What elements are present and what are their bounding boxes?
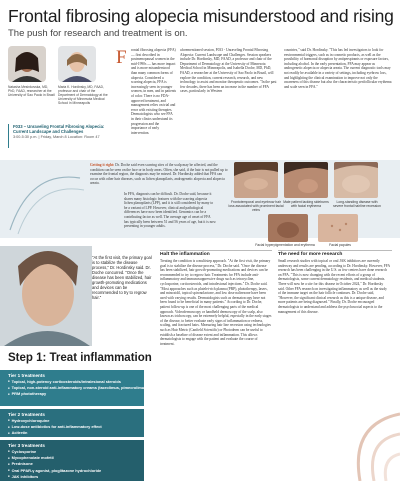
article-col3-text: countries," said Dr. Hordinsky. "This has led investigators to look for environmental triggers, such as in cosmetic products, as well as the possibility of hormonal disruption by antiperspirants or exposure factors, including alcohol. In the early presentation, FFA may appear as androgenetic alopecia or alopecia areata. The current diagnostic tools may not readily be available in a variety of settings, including eyebrow loss, and highlighting the clinical examination to improve not only the awareness of this disease but also the characteristic perifollicular erythema and scale seen in FFA." [284,48,392,89]
column-spacer [116,70,130,156]
figure-2-caption: Male patient lacking sideburns with facial erythema [283,200,329,209]
article-col2-text: aforementioned session, F033 - Unraveling Frontal Fibrosing Alopecia: Current Landscape and Challenges. Session speakers include Dr. Hordinsky, MD, FAAD, a professor and chair of the Department of Dermatology at the University of Minnesota Medical School in Minneapolis, and Isabella Doche, MD, PhD, FAAD, a researcher at the University of Sao Paolo in Brazil, will explore the condition, current research, research, and new technology to assist and monitor therapeutic outcomes. "In the past few decades, there has been an increase in the number of FFA cases, particularly in Western [180,48,277,94]
research-text: Small research studies with topical or oral JAK inhibitors are currently underway and results are pending, according to Dr. Hordinsky. However, FFA research has been challenging in the U.S. as few centers have done research on FFA. "This is now changing with the recent efforts of a group of dermatologists, some current dermatology residents, and medical students. There will now be a site for this disease in October 2024," Dr. Hordinsky said. Other FFA research on investigating inflammatory as well as the study of the immune target on the hair follicle continues. Dr. Doche said, "However, the significant clinical research as this is a unique disease, and more patients are being diagnosed." Finally, Dr. Doche encouraged dermatologists to understand and address the psychosocial aspects to the management of this disease. [278,259,390,314]
halt-body [160,259,272,477]
article-column-1 [131,48,176,156]
tier-1-item: ■ Topical, high-potency corticosteroids/intralesional steroids [8,379,136,385]
author-photo-doche [8,46,46,82]
article-column-3 [284,48,392,158]
drop-cap: F [116,47,127,68]
diagnosis-note-text: In FFA, diagnosis can be difficult. Dr. Doche said, because it shares many histologic features with the scarring alopecia lichen planopilaris (LPP), and it is still considered by many to be a variant of LPP. However, clinical and pathological differences have now been identified. Genomics can be a contributing factor as well. The average age of onset of FFA has typically been between 51 and 56 years of age, but it is now presenting in younger adults. [124,192,216,229]
tier-3-item: ■ JAK inhibitors [8,474,136,480]
tier-1-item: ■ PRM phototherapy [8,391,136,397]
decorative-swirl [330,404,400,481]
article-column-2 [180,48,278,158]
tier-3-item: ■ Mycophenolate mofetil [8,455,136,461]
figure-3-image [334,162,378,198]
tier-2-item: ■ Low-dose antibiotics for anti-inflammatory effect [8,424,136,430]
halt-rule [160,250,272,251]
tier-2-box [0,409,144,437]
figure-1-caption: Frontotemporal and eyebrow hair loss associated with prominent facial veins [228,200,284,213]
tier-1-title: Tier 1 treatments [8,372,45,378]
patient-portrait [0,246,92,346]
figure-2-image [284,162,328,198]
halt-heading: Halt the inflammation [160,252,210,257]
tier-3-item: ■ Cyclosporine [8,449,136,455]
getting-it-right-text: Dr. Doche said even scarring sites of the scalp may be affected, and the condition can be seen on the face or in body areas. Often, she said, if the hair is not pulled up to examine the frontal region, the diagnosis may be missed. Dr. Hordinsky added that FFA can occur with other hair diseases, such as lichen planopilaris, androgenetic alopecia and alopecia areata. [90,163,228,186]
hairline-illustration [0,160,88,238]
diagnosis-note [124,192,216,256]
figure-1-image [234,162,278,198]
halt-text: Treating the condition is a multistep approach. "At the first visit, the primary goal is to stabilize the disease process," Dr. Doche said. "Once the disease has been stabilized, hair growth-promoting medications and devices can be recommended to try to regrow hair. Treatments for FFA include anti-inflammatory and immunosuppressive drugs such as tetracycline, cyclosporine, corticosteroids, and intralesional injections." Dr. Doche said. "Most approaches such as platelet-rich plasma (PRP), phototherapy, lasers, and minoxidil, topical spironolactone, and low dose naltrexone have been used with varying results. Dermatologists such as dermatoscopy have not been found to be beneficial in many patients." According to Dr. Doche, patient follow-up is one of the most challenging parts of the medical approach. Videodermoscopy or handheld dermoscopy of the scalp, also known as trichoscopy, can be extremely helpful, especially in the early stages of the disease, to better evaluate early signs of inflammation or redness, scaling, and fractured hairs. Measuring hair line recession using technologies such as Hair Metric (Canfield Scientific) or Photoderm can be useful to establish a baseline of disease extent and inflammation. This allows dermatologists to engage with the patient and evaluate the course of treatment. [160,259,272,346]
author-photo-hordinsky [58,46,96,82]
pull-quote: "At the first visit, the primary goal is to stabilize the disease process," Dr. Hordinsky said. Dr. Doche concurred. "Once the disease has been stabilized, hair growth-promoting medications and devices can be recommended to try to regrow hair." [92,255,152,300]
session-info [8,124,114,148]
tier-3-box [0,440,144,481]
tier-2-title: Tier 2 treatments [8,411,45,417]
getting-it-right [90,163,228,186]
getting-it-right-lead: Getting it right: [90,163,115,167]
tier-2-item: ■ Acitretin [8,430,136,436]
tier-3-item: ■ Prednisone [8,461,136,467]
figure-4-image [268,214,308,242]
tier-1-box [0,370,177,406]
figure-5-image [318,214,358,242]
article-title: Frontal fibrosing alopecia misunderstood and rising [8,6,394,26]
tier-3-title: Tier 3 treatments [8,442,45,448]
figure-4-caption: Facial hyperpigmentation and erythema [255,243,315,247]
research-body [278,259,390,409]
tier-1-item: ■ Topical, non-steroid anti-inflammatory creams (tacrolimus, pimecrolimus, JAK inhibitors) [8,385,136,391]
figure-5-caption: Facial papules [329,243,351,247]
session-title: F033 – Unraveling Frontal Fibrosing Alopecia: Current Landscape and Challenges [13,124,105,134]
research-rule [278,250,392,251]
article-subtitle: The push for research and treatment is on. [8,28,188,39]
step1-heading: Step 1: Treat inflammation [8,352,152,364]
author-caption-hordinsky: Maria K. Hordinsky, MD, FAAD, professor and chair of the Department of Dermatology at the University of Minnesota Medical School in Minneapolis [58,85,108,106]
research-heading: The need for more research [278,252,343,257]
tier-2-item: ■ Hydroxychloroquine [8,418,136,424]
tier-3-item: ■ Oral PPAR-γ agonist, pioglitazone hydrochloride [8,468,136,474]
article-col1-text: rontal fibrosing alopecia (FFA) — first described in postmenopausal women in the mid-1990s — has more impact and is more misunderstood than many common forms of alopecia. Considered a scarring alopecia, FFA is increasingly seen in younger women, in men, and in patients of color. There is no FDA-approved treatment, and management relies on trial and error with existing therapies. Dermatologists who see FFA in their clinics understand its progression and the importance of early intervention. [131,48,176,135]
session-meta: 3:00-5:30 p.m. | Friday, March 8 Location: Room 47 [13,135,100,139]
figure-3-caption: Long-standing disease with severe frontal hairline recession [333,200,381,209]
author-caption-doche: Natasha Mesinkovska, MD, PhD, FAAD, researcher at the University of Sao Paolo in Brazil [8,85,55,98]
